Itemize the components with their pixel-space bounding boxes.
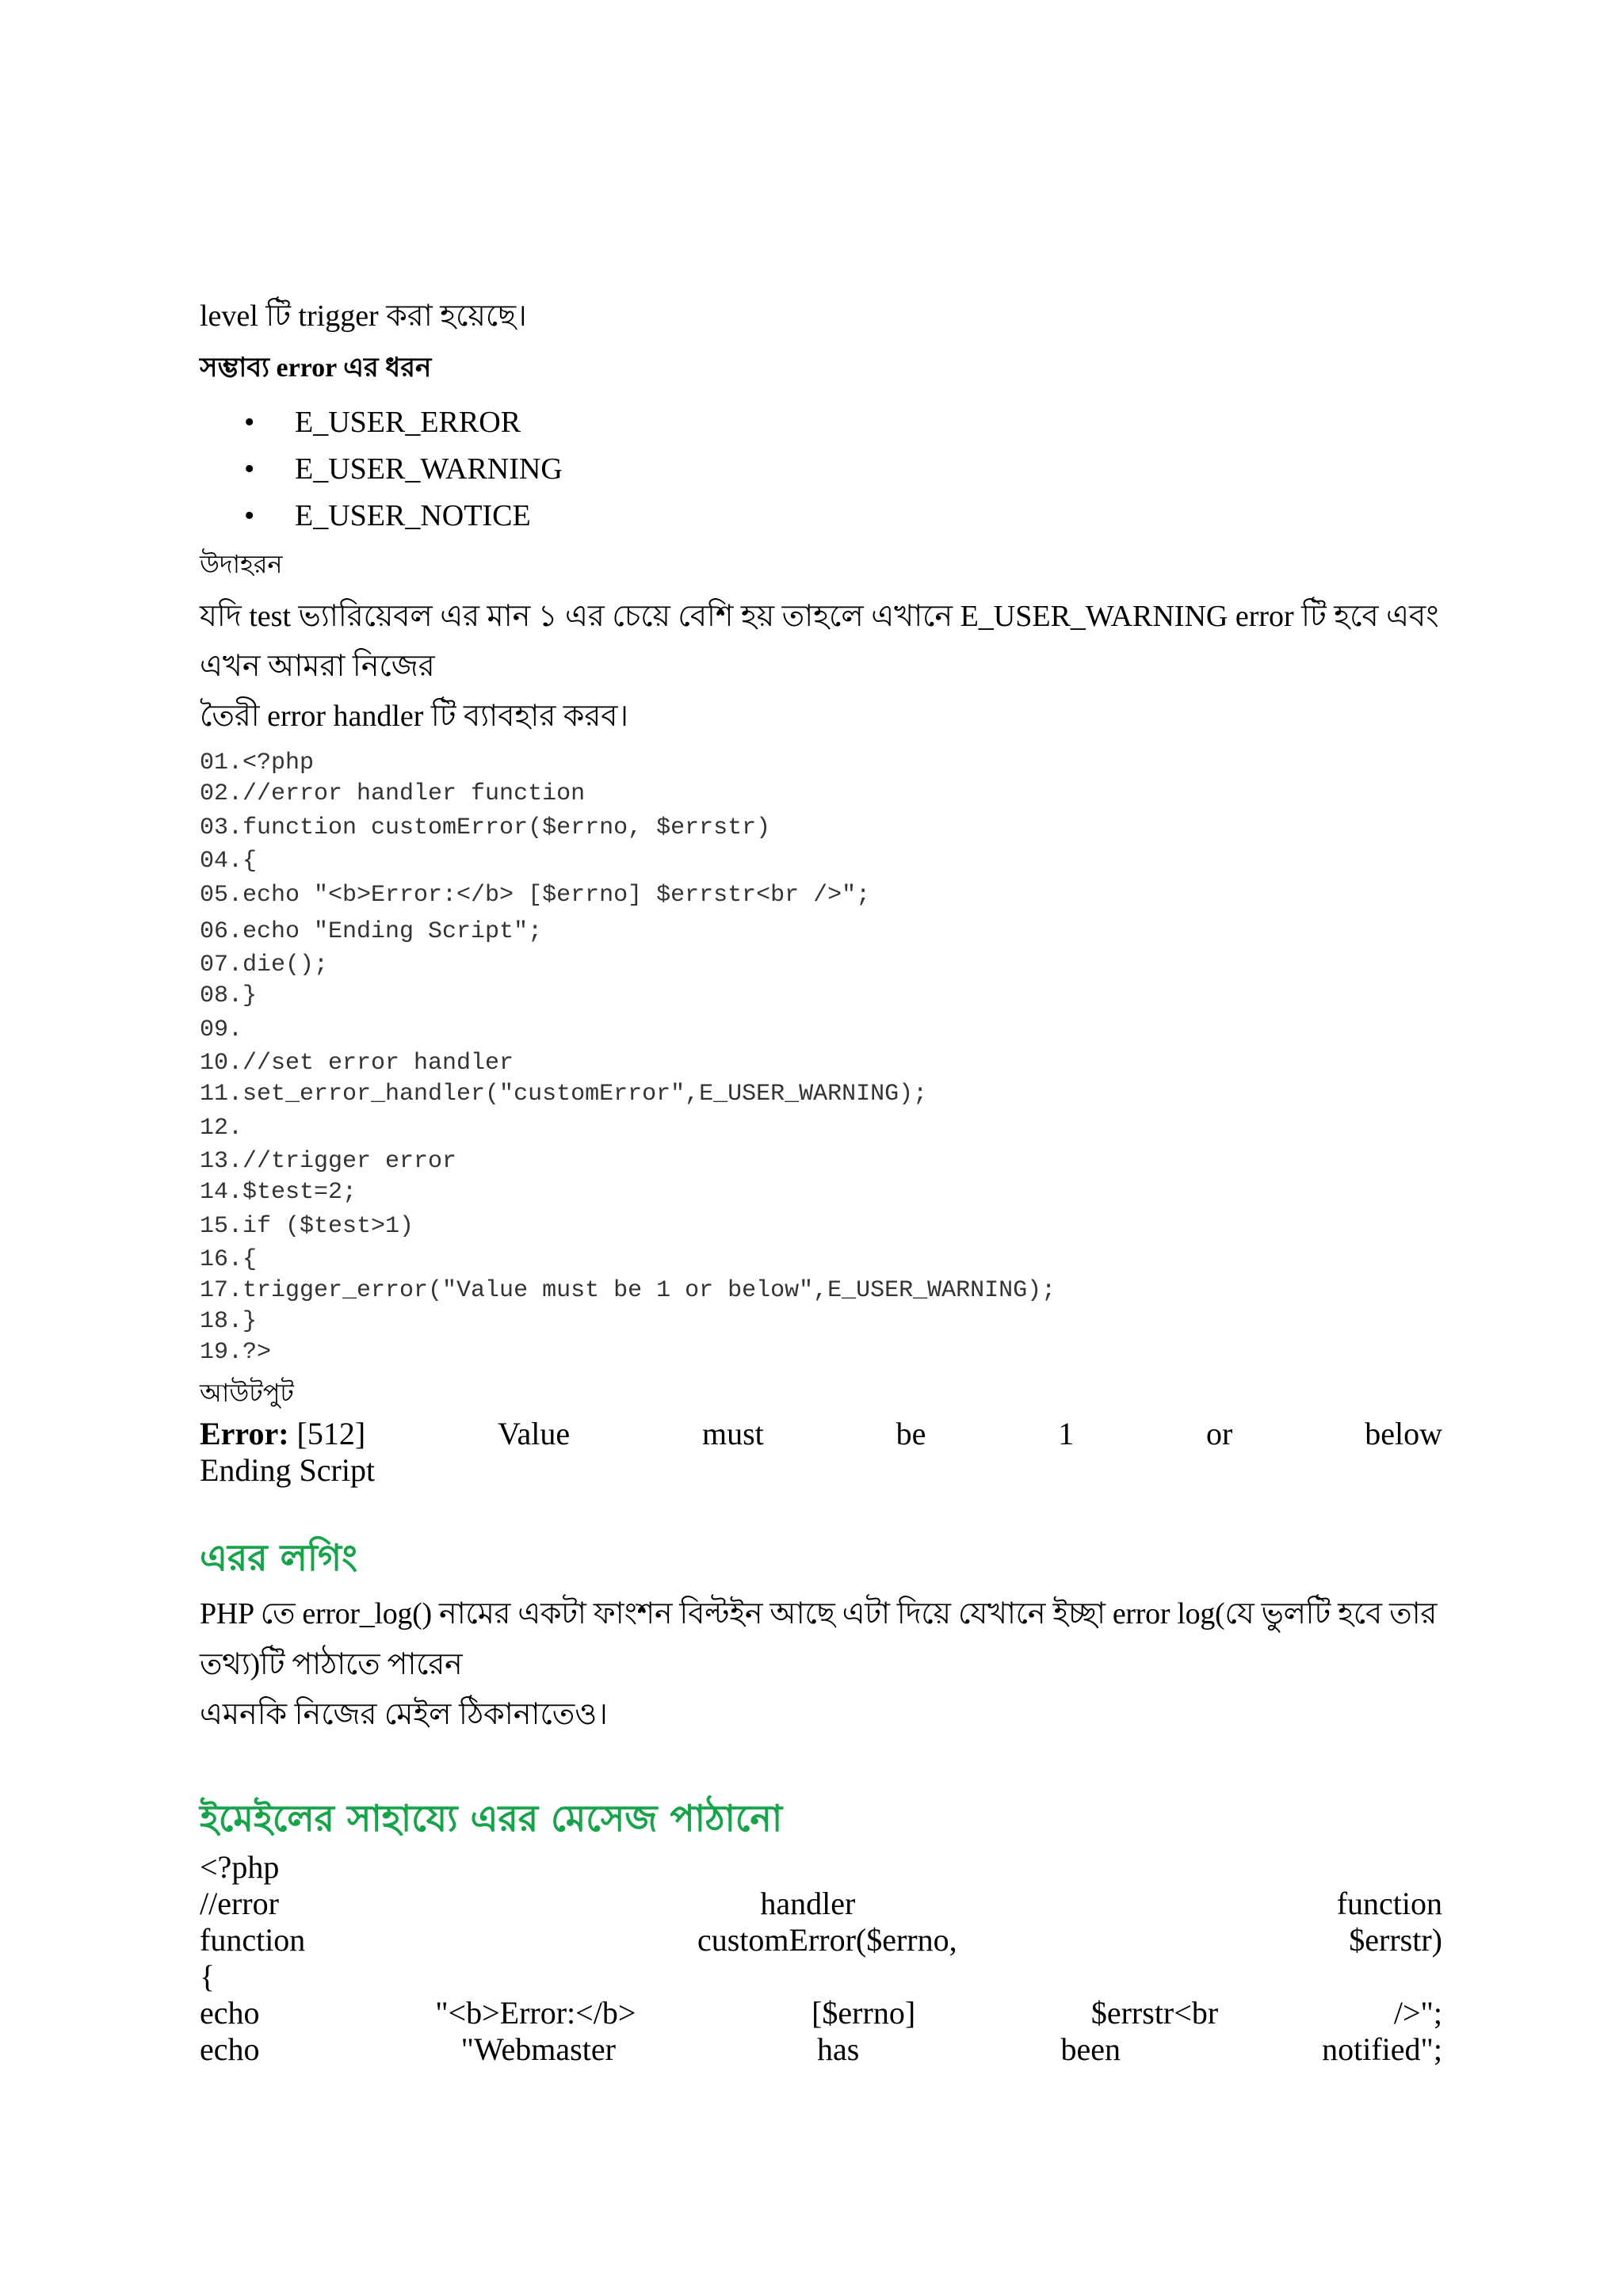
email-code-line: function customError($errno, $errstr) [200,1922,1442,1958]
email-code-line: //error handler function [200,1886,1442,1921]
code-line: 06.echo "Ending Script"; [200,918,543,945]
section-heading: সম্ভাব্য error এর ধরন [200,353,432,383]
output-word: below [1365,1416,1442,1451]
email-heading: ইমেইলের সাহায্যে এরর মেসেজ পাঠানো [200,1797,783,1840]
code-line: 07.die(); [200,952,329,978]
list-item: • E_USER_WARNING [295,446,1442,493]
output-word: Value [498,1416,571,1451]
example-paragraph-1: যদি test ভ্যারিয়েবল এর মান ১ এর চেয়ে বেশি হয় তাহলে এখানে E_USER_WARNING error টি হবে এবং এখন আমরা নিজের [200,600,1439,683]
example-paragraph-2: তৈরী error handler টি ব্যাবহার করব। [200,700,628,733]
list-item: • E_USER_ERROR [295,399,1442,446]
logging-paragraph-1: PHP তে error_log() নামের একটা ফাংশন বিল্টইন আছে এটা দিয়ে যেখানে ইচ্ছা error log(যে ভুলটি হবে তার তথ্য)টি পাঠাতে পারেন [200,1597,1437,1681]
intro-line: level টি trigger করা হয়েছে। [200,299,527,333]
email-code-line: echo "Webmaster has been notified"; [200,2031,1442,2067]
output-word: must [701,1416,764,1451]
code-line: 09. [200,1016,243,1043]
output-error-label: Error: [200,1416,289,1451]
code-line: 12. [200,1115,243,1142]
code-line: 10.//set error handler [200,1050,514,1077]
output-line-1 [200,1416,1442,1452]
logging-heading: এরর লগিং [200,1536,357,1579]
email-code-line: echo "<b>Error:</b> [$errno] $errstr<br />"; [200,1995,1442,2031]
email-code-line: <?php [200,1849,280,1885]
output-word: Error: [512] [200,1416,366,1451]
email-code-line: { [200,1958,216,1994]
code-line: 14.$test=2; [200,1179,357,1206]
code-line: 01.<?php [200,749,315,776]
output-label: আউটপুট [200,1379,294,1407]
code-line: 18.} [200,1308,258,1335]
output-word: 1 [1058,1416,1075,1451]
code-line: 05.echo "<b>Error:</b> [$errno] $errstr<br />"; [200,882,871,909]
list-item: • E_USER_NOTICE [295,493,1442,540]
code-line: 17.trigger_error("Value must be 1 or below",E_USER_WARNING); [200,1277,1056,1304]
output-word: or [1206,1416,1233,1451]
output-word: be [896,1416,926,1451]
code-line: 02.//error handler function [200,780,586,807]
code-line: 11.set_error_handler("customError",E_USER_WARNING); [200,1081,928,1108]
code-line: 19.?> [200,1339,272,1366]
document-page [200,293,1442,2068]
code-line: 15.if ($test>1) [200,1213,414,1240]
code-block [200,748,1442,1368]
email-code-block [200,1849,1442,2068]
code-line: 04.{ [200,848,258,875]
code-line: 08.} [200,982,258,1009]
error-type-list [200,399,1442,540]
output-line-2: Ending Script [200,1452,376,1488]
example-label: উদাহরন [200,550,283,578]
code-line: 16.{ [200,1246,258,1273]
logging-paragraph-2: এমনকি নিজের মেইল ঠিকানাতেও। [200,1698,608,1731]
code-line: 03.function customError($errno, $errstr) [200,814,771,841]
code-line: 13.//trigger error [200,1148,457,1175]
